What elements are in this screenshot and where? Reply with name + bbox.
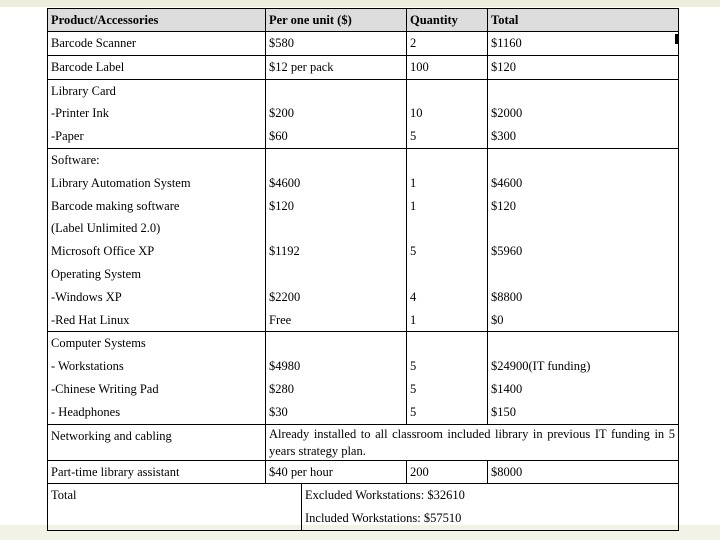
quantity-line: 4 [410,289,417,304]
total-values [302,484,679,531]
page-top-margin [0,0,720,7]
quantity-line: 100 [410,59,429,74]
quantity-line: 2 [410,36,417,50]
cell-item [48,148,266,331]
quantity-line [410,80,484,103]
quantity-line: 1 [410,175,417,190]
item-line: Barcode Label [51,59,125,74]
table-row-group [48,79,679,148]
header-unit-price: Per one unit ($) [266,9,407,32]
quantity-line [410,149,484,172]
parttime-row [48,460,679,484]
item-line: -Printer Ink [51,106,109,121]
quantity-line: 5 [410,359,417,374]
unit-price-line: $4980 [269,359,301,374]
quantity-line [410,332,484,355]
quantity-line: 5 [410,129,417,144]
quantity-line: 1 [410,198,417,213]
unit-price-line: $12 per pack [269,59,334,74]
cell-total [488,79,679,148]
cell-total [488,332,679,424]
parttime-item: Part-time library assistant [48,460,266,484]
total-line: $2000 [491,106,523,121]
table-row-group [48,32,679,56]
item-line: -Chinese Writing Pad [51,381,159,396]
quantity-line [410,263,484,286]
networking-label: Networking and cabling [48,424,266,460]
unit-price-line: $30 [269,404,288,419]
unit-price-line [269,263,403,286]
unit-price-line: $280 [269,381,294,396]
total-line [491,149,675,172]
cell-total [488,32,679,56]
total-line: $120 [491,59,516,74]
unit-price-line: $2200 [269,289,301,304]
item-line: (Label Unlimited 2.0) [51,221,161,236]
cell-item [48,332,266,424]
total-line: $8800 [491,289,523,304]
total-line: $4600 [491,175,523,190]
unit-price-line: $120 [269,198,294,213]
item-line: -Red Hat Linux [51,312,130,327]
unit-price-line: $60 [269,129,288,144]
header-quantity: Quantity [407,9,488,32]
unit-price-line [269,149,403,172]
total-line [491,217,675,240]
cell-quantity [407,79,488,148]
item-line: -Paper [51,129,84,144]
item-line: Barcode Scanner [51,36,137,50]
parttime-unit: $40 per hour [266,460,407,484]
text-cursor [675,34,679,44]
item-line: Barcode making software [51,198,180,213]
header-product: Product/Accessories [48,9,266,32]
cell-quantity [407,332,488,424]
cell-quantity [407,55,488,79]
cell-unit-price [266,79,407,148]
item-line: Computer Systems [51,336,146,351]
total-line: $150 [491,404,516,419]
cell-item [48,79,266,148]
cell-unit-price [266,32,407,56]
total-line [491,80,675,103]
quantity-line: 5 [410,381,417,396]
unit-price-line: $200 [269,106,294,121]
cell-total [488,148,679,331]
quantity-line: 1 [410,312,417,327]
quantity-line: 5 [410,244,417,259]
parttime-total: $8000 [488,460,679,484]
total-line: $1160 [491,36,522,50]
unit-price-line: $4600 [269,175,301,190]
cell-item [48,32,266,56]
item-line: Library Automation System [51,175,191,190]
cell-unit-price [266,55,407,79]
cell-item [48,55,266,79]
total-excluded: Excluded Workstations: $32610 [305,488,465,503]
total-line: $5960 [491,244,523,259]
table-row-group [48,148,679,331]
table-row-group [48,332,679,424]
cell-total [488,55,679,79]
parttime-qty: 200 [407,460,488,484]
cell-quantity [407,32,488,56]
total-label: Total [48,484,302,531]
networking-row [48,424,679,460]
item-line: - Workstations [51,359,124,374]
total-line [491,263,675,286]
total-line: $24900(IT funding) [491,359,591,374]
budget-table [47,8,679,531]
item-line: Microsoft Office XP [51,244,155,259]
unit-price-line: Free [269,312,292,327]
item-line: -Windows XP [51,289,122,304]
unit-price-line [269,332,403,355]
item-line: Operating System [51,266,141,281]
cell-unit-price [266,332,407,424]
item-line: Software: [51,152,100,167]
item-line: - Headphones [51,404,121,419]
total-line: $0 [491,312,504,327]
total-line: $120 [491,198,516,213]
quantity-line: 10 [410,106,423,121]
networking-note: Already installed to all classroom included library in previous IT funding in 5 years strategy plan. [266,424,679,460]
total-included: Included Workstations: $57510 [305,511,462,526]
cell-quantity [407,148,488,331]
cell-unit-price [266,148,407,331]
total-line: $300 [491,129,516,144]
item-line: Library Card [51,83,116,98]
quantity-line: 5 [410,404,417,419]
unit-price-line [269,80,403,103]
unit-price-line: $1192 [269,244,300,259]
total-line [491,332,675,355]
header-total: Total [488,9,679,32]
unit-price-line [269,217,403,240]
unit-price-line: $580 [269,36,294,50]
table-row-group [48,55,679,79]
total-line: $1400 [491,381,523,396]
table-header-row [48,9,679,32]
quantity-line [410,217,484,240]
total-row [48,484,679,531]
